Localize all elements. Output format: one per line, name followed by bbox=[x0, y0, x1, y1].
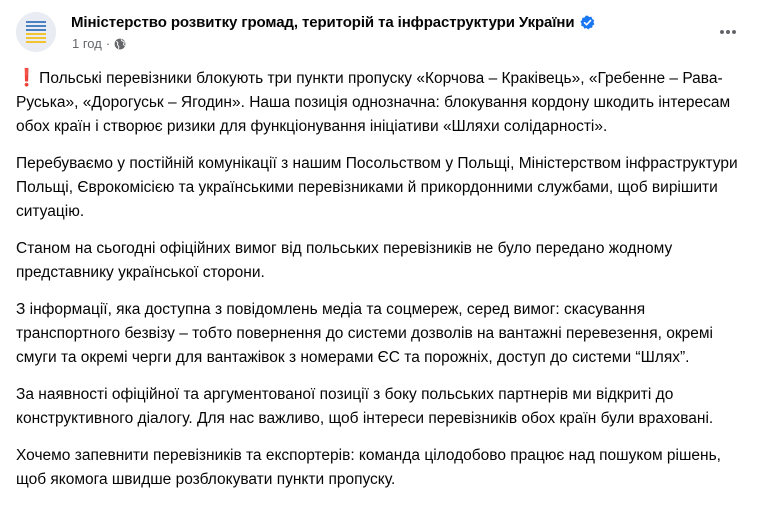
ministry-logo-avatar[interactable] bbox=[16, 12, 56, 52]
paragraph-text: За наявності офіційної та аргументованої позиції з боку польських партнерів ми відкриті до конструктивного діалогу. Для нас важливо, щоб інтереси перевізників обох країн були враховані. bbox=[16, 386, 714, 427]
exclamation-emoji-icon: ❗ bbox=[16, 68, 38, 87]
post-timestamp-link[interactable]: 1 год bbox=[72, 36, 102, 51]
avatar-logo-icon bbox=[16, 12, 56, 52]
meta-separator: · bbox=[105, 36, 111, 51]
paragraph-text: Хочемо запевнити перевізників та експортерів: команда цілодобово працює над пошуком рішень, щоб якомога швидше розблокувати пункти пропуску. bbox=[16, 447, 721, 488]
post-body bbox=[16, 66, 748, 505]
post-meta bbox=[71, 36, 691, 51]
paragraph-text: З інформації, яка доступна з повідомлень медіа та соцмереж, серед вимог: скасування транспортного безвізу – тобто повернення до системи дозволів на вантажні перевезення, окремі смуги та окремі черги для вантажівок з номерами ЄС та порожніх, доступ до системи “Шлях”. bbox=[16, 301, 713, 366]
author-name-link[interactable]: Міністерство розвитку громад, територій та інфраструктури України bbox=[71, 14, 575, 31]
post-paragraph-1 bbox=[16, 66, 748, 139]
globe-icon[interactable] bbox=[114, 38, 126, 50]
post-paragraph-5 bbox=[16, 383, 748, 431]
paragraph-text: Перебуваємо у постійній комунікації з нашим Посольством у Польщі, Міністерством інфраструктури Польщі, Єврокомісією та українськими перевізниками й прикордонними службами, щоб вирішити ситуацію. bbox=[16, 155, 738, 220]
paragraph-text: Польські перевізники блокують три пункти пропуску «Корчова – Краківець», «Гребенне – Рава-Руська», «Дорогуськ – Ягодин». Наша позиція однозначна: блокування кордону шкодить інтересам обох країн і створює ризики для функціонування ініціативи «Шляхи солідарності». bbox=[16, 70, 731, 135]
paragraph-text: Станом на сьогодні офіційних вимог від польських перевізників не було передано жодному представнику української сторони. bbox=[16, 240, 673, 281]
post-paragraph-4 bbox=[16, 298, 748, 370]
post-header bbox=[16, 8, 746, 60]
post-paragraph-6 bbox=[16, 444, 748, 492]
more-options-icon bbox=[718, 22, 738, 42]
author-line bbox=[71, 14, 691, 31]
post-paragraph-2 bbox=[16, 152, 748, 224]
author-block bbox=[71, 14, 691, 51]
verified-badge-icon bbox=[580, 15, 595, 30]
more-options-button[interactable] bbox=[710, 14, 746, 50]
post-paragraph-3 bbox=[16, 237, 748, 285]
